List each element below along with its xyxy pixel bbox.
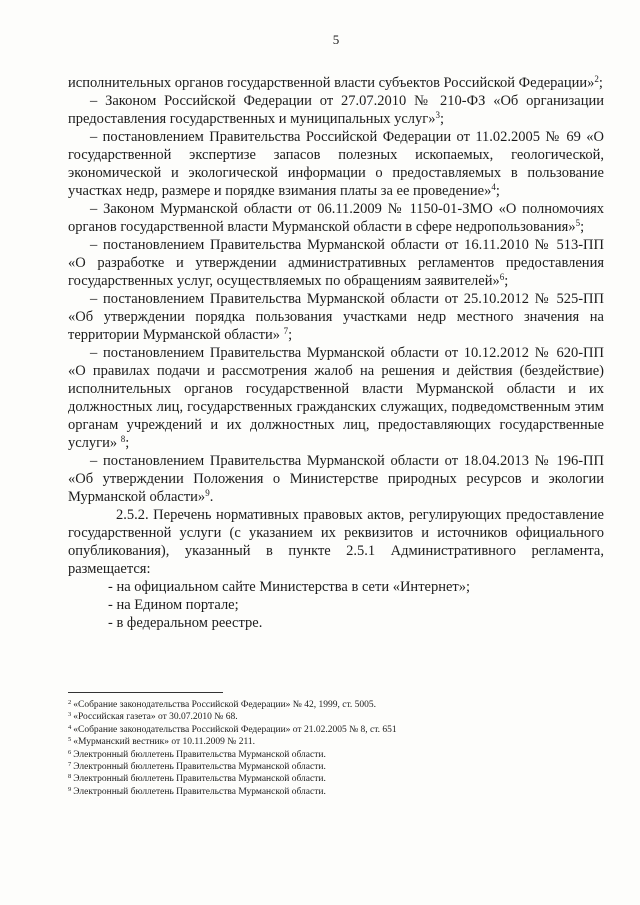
law-list-item: – постановлением Правительства Мурманской области от 18.04.2013 № 196-ПП «Об утверждении Положения о Министерстве природных ресурсов и экологии Мурманской области»$^9$. bbox=[68, 453, 604, 505]
publication-item: - в федеральном реестре. bbox=[108, 615, 263, 631]
footnote-ref: 3 bbox=[435, 110, 440, 120]
paragraph-continuation: исполнительных органов государственной власти субъектов Российской Федерации»$^2$; bbox=[68, 74, 603, 91]
footnote-ref: 6 bbox=[499, 272, 505, 282]
law-list-item: – Законом Российской Федерации от 27.07.2010 № 210-ФЗ «Об организации предоставления государственных и муниципальных услуг»$^3$; bbox=[68, 93, 604, 127]
footnote: $^6$ Электронный бюллетень Правительства Мурманской области. bbox=[68, 748, 326, 760]
footnote-ref: 9 bbox=[205, 488, 210, 498]
law-list-item: – постановлением Правительства Мурманской области от 10.12.2012 № 620-ПП «О правилах подачи и рассмотрения жалоб на решения и действия (бездействие) исполнительных органов государственной власти Мурманской области и их должностных лиц, государственных гражданских служащих, подведомственным этим органам учреждений и их должностных лиц, предоставляющих государственные услуги» $^8$; bbox=[68, 345, 604, 451]
footnote-ref: 7 bbox=[283, 326, 289, 336]
footnote: $^8$ Электронный бюллетень Правительства Мурманской области. bbox=[68, 773, 326, 785]
document-body bbox=[68, 74, 604, 632]
publication-item: - на Едином портале; bbox=[108, 597, 239, 613]
law-list-item: – Законом Мурманской области от 06.11.2009 № 1150-01-ЗМО «О полномочиях органов государственной власти Мурманской области в сфере недропользования»$^5$; bbox=[68, 201, 604, 235]
section-2-5-2: 2.5.2. Перечень нормативных правовых актов, регулирующих предоставление государственной услуги (с указанием их реквизитов и источников официального опубликования), указанный в пункте 2.5.1 Административного регламента, размещается: bbox=[68, 507, 604, 577]
footnote-ref: 8 bbox=[120, 434, 126, 444]
footnote-ref: 2 bbox=[594, 74, 599, 84]
footnote-divider bbox=[68, 692, 223, 693]
law-list-item: – постановлением Правительства Российской Федерации от 11.02.2005 № 69 «О государственной экспертизе запасов полезных ископаемых, геологической, экономической и экологической информации о предоставляемых в пользование участках недр, размере и порядке взимания платы за ее проведение»$^4$; bbox=[68, 129, 604, 199]
law-list-item: – постановлением Правительства Мурманской области от 16.11.2010 № 513-ПП «О разработке и утверждении административных регламентов предоставления государственных услуг, осуществляемых по обращениям заявителей»$^6$; bbox=[68, 237, 604, 289]
footnote: $^4$ «Собрание законодательства Российской Федерации» от 21.02.2005 № 8, ст. 651 bbox=[68, 723, 397, 735]
footnotes bbox=[68, 699, 604, 798]
footnote: $^5$ «Мурманский вестник» от 10.11.2009 № 211. bbox=[68, 736, 255, 748]
footnote: $^7$ Электронный бюллетень Правительства Мурманской области. bbox=[68, 761, 326, 773]
footnote: $^9$ Электронный бюллетень Правительства Мурманской области. bbox=[68, 785, 326, 797]
footnote: $^3$ «Российская газета» от 30.07.2010 № 68. bbox=[68, 711, 238, 723]
footnote-ref: 4 bbox=[491, 182, 496, 192]
publication-item: - на официальном сайте Министерства в сети «Интернет»; bbox=[108, 579, 471, 595]
footnote-ref: 5 bbox=[575, 218, 581, 228]
page-number: 5 bbox=[332, 32, 340, 47]
footnote: $^2$ «Собрание законодательства Российской Федерации» № 42, 1999, ст. 5005. bbox=[68, 699, 377, 710]
law-list-item: – постановлением Правительства Мурманской области от 25.10.2012 № 525-ПП «Об утверждении порядка пользования участками недр местного значения на территории Мурманской области» $^7$; bbox=[68, 291, 604, 343]
